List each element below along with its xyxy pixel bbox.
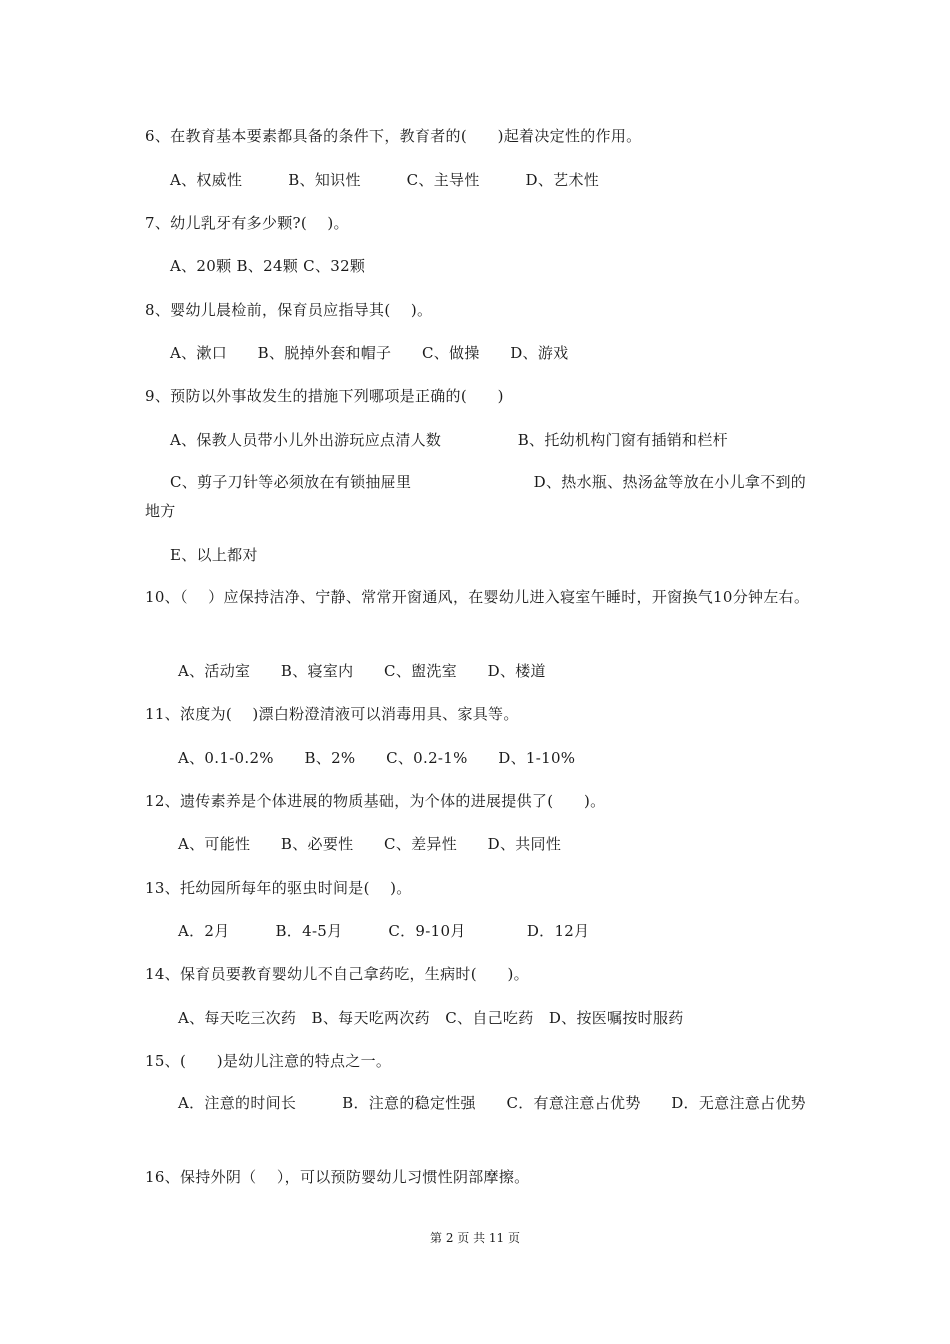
question-options: A、0.1-0.2% B、2% C、0.2-1% D、1-10% (178, 749, 576, 767)
question-option-a-b: A、保教人员带小儿外出游玩应点清人数 B、托幼机构门窗有插销和栏杆 (170, 431, 728, 449)
question-stem: 8、婴幼儿晨检前，保育员应指导其( )。 (145, 301, 433, 319)
question-option-c-d: C、剪子刀针等必须放在有锁抽屉里 D、热水瓶、热汤盆等放在小儿拿不到的地方 (145, 473, 807, 520)
page-number-footer: 第 2 页 共 11 页 (430, 1231, 520, 1245)
question-stem: 14、保育员要教育婴幼儿不自己拿药吃，生病时( )。 (145, 965, 529, 983)
question-options: A、权威性 B、知识性 C、主导性 D、艺术性 (170, 171, 600, 189)
question-stem: 12、遗传素养是个体进展的物质基础，为个体的进展提供了( )。 (145, 792, 606, 810)
question-stem: 16、保持外阴（ ），可以预防婴幼儿习惯性阴部摩擦。 (145, 1168, 530, 1186)
question-stem: 7、幼儿乳牙有多少颗?( )。 (145, 214, 349, 232)
question-stem: 6、在教育基本要素都具备的条件下，教育者的( )起着决定性的作用。 (145, 127, 642, 145)
question-options: A、每天吃三次药 B、每天吃两次药 C、自己吃药 D、按医嘱按时服药 (178, 1009, 684, 1027)
question-options: A．注意的时间长 B．注意的稳定性强 C．有意注意占优势 D．无意注意占优势 (178, 1094, 806, 1112)
question-stem: 10、（ ）应保持洁净、宁静、常常开窗通风，在婴幼儿进入寝室午睡时，开窗换气10分钟左右。 (145, 588, 810, 606)
question-stem: 11、浓度为( )漂白粉澄清液可以消毒用具、家具等。 (145, 705, 519, 723)
question-options: A、20颗 B、24颗 C、32颗 (170, 257, 366, 275)
question-options: A、活动室 B、寝室内 C、盥洗室 D、楼道 (178, 662, 546, 680)
question-stem: 9、预防以外事故发生的措施下列哪项是正确的( ) (145, 387, 504, 405)
question-options: A、可能性 B、必要性 C、差异性 D、共同性 (178, 835, 562, 853)
question-stem: 15、( )是幼儿注意的特点之一。 (145, 1052, 392, 1070)
question-options: A．2月 B．4-5月 C．9-10月 D．12月 (178, 922, 590, 940)
question-options: A、漱口 B、脱掉外套和帽子 C、做操 D、游戏 (170, 344, 569, 362)
question-stem: 13、托幼园所每年的驱虫时间是( )。 (145, 879, 412, 897)
question-option-e: E、以上都对 (170, 546, 258, 564)
